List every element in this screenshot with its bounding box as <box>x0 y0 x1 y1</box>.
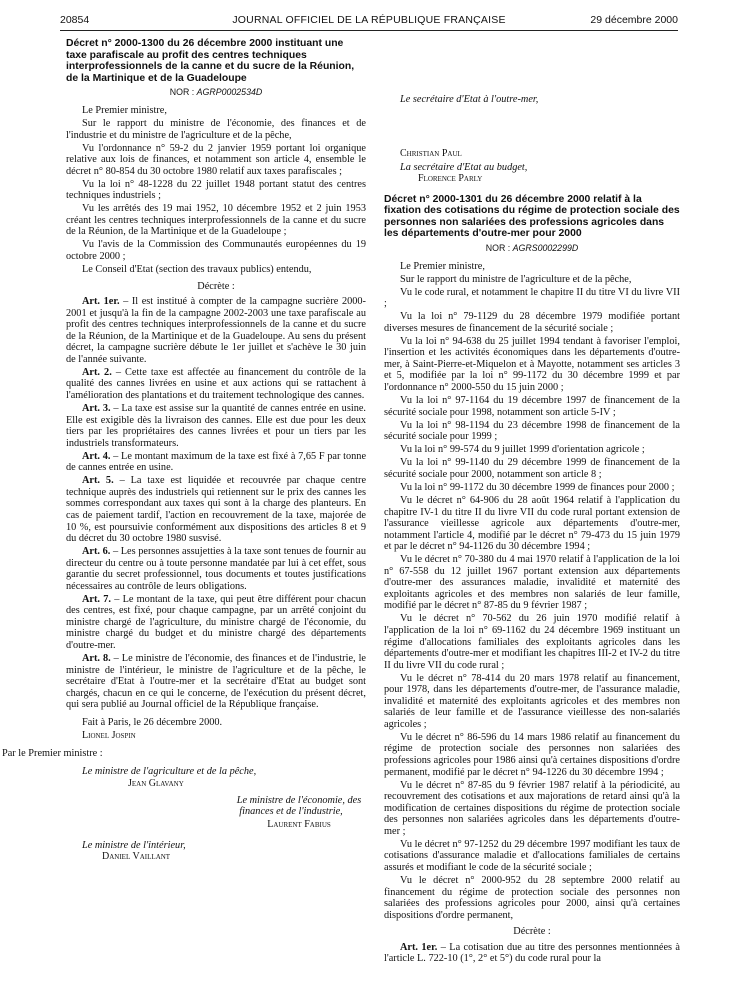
preamble-line: Vu le code rural, et notamment le chapitre II du titre VI du livre VII ; <box>384 286 680 310</box>
spacer <box>66 831 366 840</box>
preamble-line: Vu le décret n° 2000-952 du 28 septembre 2000 relatif au financement du régime de protection sociale des personnes non salariées des professions agricoles pour 2000, ainsi qu'à certaines dispositions d'ordre permanent, <box>384 874 680 921</box>
preamble-line: Vu le décret n° 97-1252 du 29 décembre 1997 modifiant les taux de cotisations d'assurance maladie et d'allocations familiales de certains assurés et modifiant le code de la sécurité sociale ; <box>384 838 680 873</box>
signature-name: Florence Parly <box>418 173 483 185</box>
preamble-line: Vu la loi n° 97-1164 du 19 décembre 1997 de financement de la sécurité sociale pour 1998, notamment son article 5-IV ; <box>384 395 680 418</box>
article <box>66 451 366 474</box>
preamble-line: Vu le décret n° 64-906 du 28 août 1964 relatif à l'application du chapitre IV-1 du titre II du livre VII du code rural portant extension de l'assurance vieillesse agricole aux départements d'outre-mer, notamment l'article 4, modifié par le décret n° 79-473 du 15 juin 1979 et par le décret n° 94-1126 du 30 décembre 1994 ; <box>384 494 680 553</box>
article-number: Art. 2. <box>82 366 112 378</box>
nor-reference <box>384 243 680 255</box>
signature-title: Le secrétaire d'Etat à l'outre-mer, <box>400 94 539 105</box>
decree-title: Décret n° 2000-1300 du 26 décembre 2000 instituant une taxe parafiscale au profit des centres techniques interprofessionnels de la canne et du sucre de la Réunion, de la Martinique et de la Guadeloupe <box>66 38 355 84</box>
article-number: Art. 4. <box>82 450 111 462</box>
signature-name: Christian Paul <box>400 148 462 159</box>
article <box>66 475 366 544</box>
signature-name: Daniel Vaillant <box>102 851 171 863</box>
preamble-line: Vu la loi n° 48-1228 du 22 juillet 1948 portant statut des centres techniques industriels ; <box>66 178 366 202</box>
preamble-line: Sur le rapport du ministre de l'économie, des finances et de l'industrie et du ministre de l'agriculture et de la pêche, <box>66 117 366 141</box>
done-at: Fait à Paris, le 26 décembre 2000. <box>82 717 223 729</box>
article-text: – Le ministre de l'économie, des finances et de l'industrie, le ministre de l'intérieur, le ministre de l'agriculture et de la pêche, le secrétaire d'Etat à l'outre-mer et la secrétaire d'Etat au budget sont chargés, chacun en ce qui le concerne, de l'exécution du présent décret, qui sera publié au Journal officiel de la République française. <box>66 653 367 711</box>
signature-title: Le ministre de l'intérieur, <box>82 839 186 851</box>
issue-date: 29 décembre 2000 <box>590 14 678 26</box>
preamble-line: Vu la loi n° 98-1194 du 23 décembre 1998 de financement de la sécurité sociale pour 1999 ; <box>384 419 680 443</box>
article-text: – Il est institué à compter de la campagne sucrière 2000-2001 et jusqu'à la fin de la campagne 2002-2003 une taxe parafiscale au profit des centres techniques interprofessionnels de la canne et du sucre de la Réunion, de la Martinique et de la Guadeloupe. Au sens du présent décret, la campagne sucrière débute le 1er juillet et s'achève le 30 juin de l'année suivante. <box>66 296 366 365</box>
article-text: – Les personnes assujetties à la taxe sont tenues de fournir au directeur du centre ou à toute personne mandatée par lui à cet effet, sous garantie du secret professionnel, tous documents et toutes justifications nécessaires au contrôle de leurs obligations. <box>66 546 366 592</box>
signature-name: Jean Glavany <box>128 777 184 789</box>
article-text: – La cotisation due au titre des personnes mentionnées à l'article L. 722-10 (1°, 2° et 5°) du code rural pour la <box>384 941 680 965</box>
article-text: – Cette taxe est affectée au financement du contrôle de la qualité des cannes livrées en usine et aux actions qui se rattachent à l'amélioration des plantations et du traitement technologique des cannes. <box>66 366 367 401</box>
article-number: Art. 1er. <box>82 296 120 308</box>
preamble-line: Vu le décret n° 70-380 du 4 mai 1970 relatif à l'application de la loi n° 67-558 du 12 juillet 1967 portant extension aux départements d'outre-mer des assurances maladie, invalidité et maternité des exploitants agricoles et des membres non salariés de leur famille, modifié par le décret n° 87-85 du 9 février 1987 ; <box>384 554 680 612</box>
article <box>384 942 680 965</box>
article-number: Art. 1er. <box>400 941 438 953</box>
prime-minister-name: Lionel Jospin <box>82 730 136 742</box>
left-column <box>2 38 367 863</box>
preamble-line: Le Premier ministre, <box>400 260 485 272</box>
nor-reference <box>66 87 366 99</box>
preamble-line: Vu le décret n° 86-596 du 14 mars 1986 relatif au financement du régime de protection sociale des personnes non salariées des professions agricoles pour 1986 ainsi qu'à certaines dispositions d'ordre permanent, modifié par le décret n° 94-1226 du 30 décembre 1994 ; <box>384 731 680 778</box>
preamble-line: Vu la loi n° 99-1172 du 30 décembre 1999 de finances pour 2000 ; <box>400 481 675 493</box>
decrete-heading: Décrète : <box>513 926 551 938</box>
preamble-line: Le Premier ministre, <box>82 104 167 116</box>
article-number: Art. 6. <box>82 546 111 558</box>
preamble-line: Vu le décret n° 87-85 du 9 février 1987 relatif à la périodicité, au recouvrement des cotisations et aux majorations de retard ainsi qu'à la modification de certaines dispositions du régime de protection sociale des personnes non salariées agricoles dans les départements d'outre-mer ; <box>384 779 680 837</box>
article-number: Art. 8. <box>82 653 111 665</box>
journal-title: JOURNAL OFFICIEL DE LA RÉPUBLIQUE FRANÇAISE <box>232 14 506 26</box>
article <box>66 296 366 365</box>
preamble-line: Vu l'ordonnance n° 59-2 du 2 janvier 1959 portant loi organique relative aux lois de finances, et notamment son article 4, ensemble le décret n° 80-854 du 30 octobre 1980 relatif aux taxes parafiscales ; <box>66 142 366 177</box>
preamble-line: Vu la loi n° 99-574 du 9 juillet 1999 d'orientation agricole ; <box>400 444 645 456</box>
article-number: Art. 5. <box>82 475 114 487</box>
nor-label: NOR : <box>169 87 195 98</box>
preamble-line: Vu le décret n° 78-414 du 20 mars 1978 relatif au financement, pour 1978, dans les départements d'outre-mer, de l'assurance maladie, invalidité et maternité des exploitants agricoles et des membres non salariés de leur famille et de l'assurance vieillesse des non-salariés agricoles ; <box>384 672 680 730</box>
article-number: Art. 3. <box>82 403 111 415</box>
article <box>66 594 366 652</box>
by-prime-minister: Par le Premier ministre : <box>2 748 103 760</box>
signature-title: Le ministre de l'économie, des finances et de l'industrie, <box>236 794 362 818</box>
signature-block <box>384 94 680 148</box>
signature-name: Laurent Fabius <box>267 819 331 831</box>
nor-code: AGRP0002534D <box>196 87 263 98</box>
page-number: 20854 <box>60 14 90 26</box>
article-text: – La taxe est liquidée et recouvrée par chaque centre technique auprès des industriels qui retiennent sur le prix des cannes les sommes correspondant aux taxes qui sont à la charge des planteurs. En cas de paiement tardif, l'action en recouvrement de la taxe, majorée de 10 %, est poursuivie conformément aux dispositions des articles 8 et 9 du décret du 30 octobre 1980 susvisé. <box>66 475 367 545</box>
preamble-line: Vu le décret n° 70-562 du 26 juin 1970 modifié relatif à l'application de la loi n° 69-1162 du 24 décembre 1969 instituant un régime d'allocations familiales des exploitants agricoles dans les départements d'outre-mer et modifiant les chapitres III-2 et IV-2 du titre II du livre VII du code rural ; <box>384 613 680 671</box>
preamble-line: Sur le rapport du ministre de l'agriculture et de la pêche, <box>400 273 632 285</box>
article-text: – Le montant de la taxe, qui peut être différent pour chacun des centres, est fixé, pour chaque campagne, par un arrêté conjoint du ministre chargé de l'agriculture, du ministre chargé de l'économie, du ministre chargé du budget et du ministre chargé des départements d'outre-mer. <box>66 593 366 651</box>
preamble-line: Vu la loi n° 79-1129 du 28 décembre 1979 modifiée portant diverses mesures de financement de la sécurité sociale ; <box>384 311 680 334</box>
nor-code: AGRS0002299D <box>512 243 579 254</box>
right-column <box>384 38 680 966</box>
signature-title: Le ministre de l'agriculture et de la pêche, <box>82 766 257 778</box>
header-rule <box>60 30 678 31</box>
article <box>66 546 366 592</box>
article-number: Art. 7. <box>82 593 111 605</box>
article <box>66 403 366 449</box>
page-header <box>60 14 678 28</box>
article-text: – Le montant maximum de la taxe est fixé à 7,65 F par tonne de cannes entrée en usine. <box>66 450 367 474</box>
preamble-line: Vu la loi n° 94-638 du 25 juillet 1994 tendant à favoriser l'emploi, l'insertion et les activités économiques dans les départements d'outre-mer, à Saint-Pierre-et-Miquelon et à Mayotte, notamment ses articles 3 et 5, modifiée par la loi n° 99-1172 du 30 décembre 1999 et par l'ordonnance n° 2000-550 du 15 juin 2000 ; <box>384 335 680 394</box>
article <box>66 367 366 402</box>
preamble-line: Le Conseil d'Etat (section des travaux publics) entendu, <box>82 264 312 276</box>
signature-title: La secrétaire d'Etat au budget, <box>400 161 528 173</box>
decrete-heading: Décrète : <box>197 280 235 292</box>
article <box>66 653 366 711</box>
decree-title: Décret n° 2000-1301 du 26 décembre 2000 relatif à la fixation des cotisations du régime de protection sociale des personnes non salariées des professions agricoles dans les départements d'outre-mer pour 2000 <box>384 193 680 240</box>
preamble-line: Vu la loi n° 99-1140 du 29 décembre 1999 de financement de la sécurité sociale pour 2000, notamment son article 8 ; <box>384 457 680 480</box>
article-text: – La taxe est assise sur la quantité de cannes entrée en usine. Elle est exigible dès la livraison des cannes. Elle est due pour les deux tiers par les propriétaires des cannes livrées et pour un tiers par les industriels transformateurs. <box>66 403 366 449</box>
preamble-line: Vu l'avis de la Commission des Communautés européennes du 19 octobre 2000 ; <box>66 239 366 262</box>
nor-label: NOR : <box>485 243 511 254</box>
preamble-line: Vu les arrêtés des 19 mai 1952, 10 décembre 1952 et 2 juin 1953 créant les centres techniques interprofessionnels de la canne et du sucre de la Réunion, de la Martinique et de la Guadeloupe ; <box>66 203 366 238</box>
